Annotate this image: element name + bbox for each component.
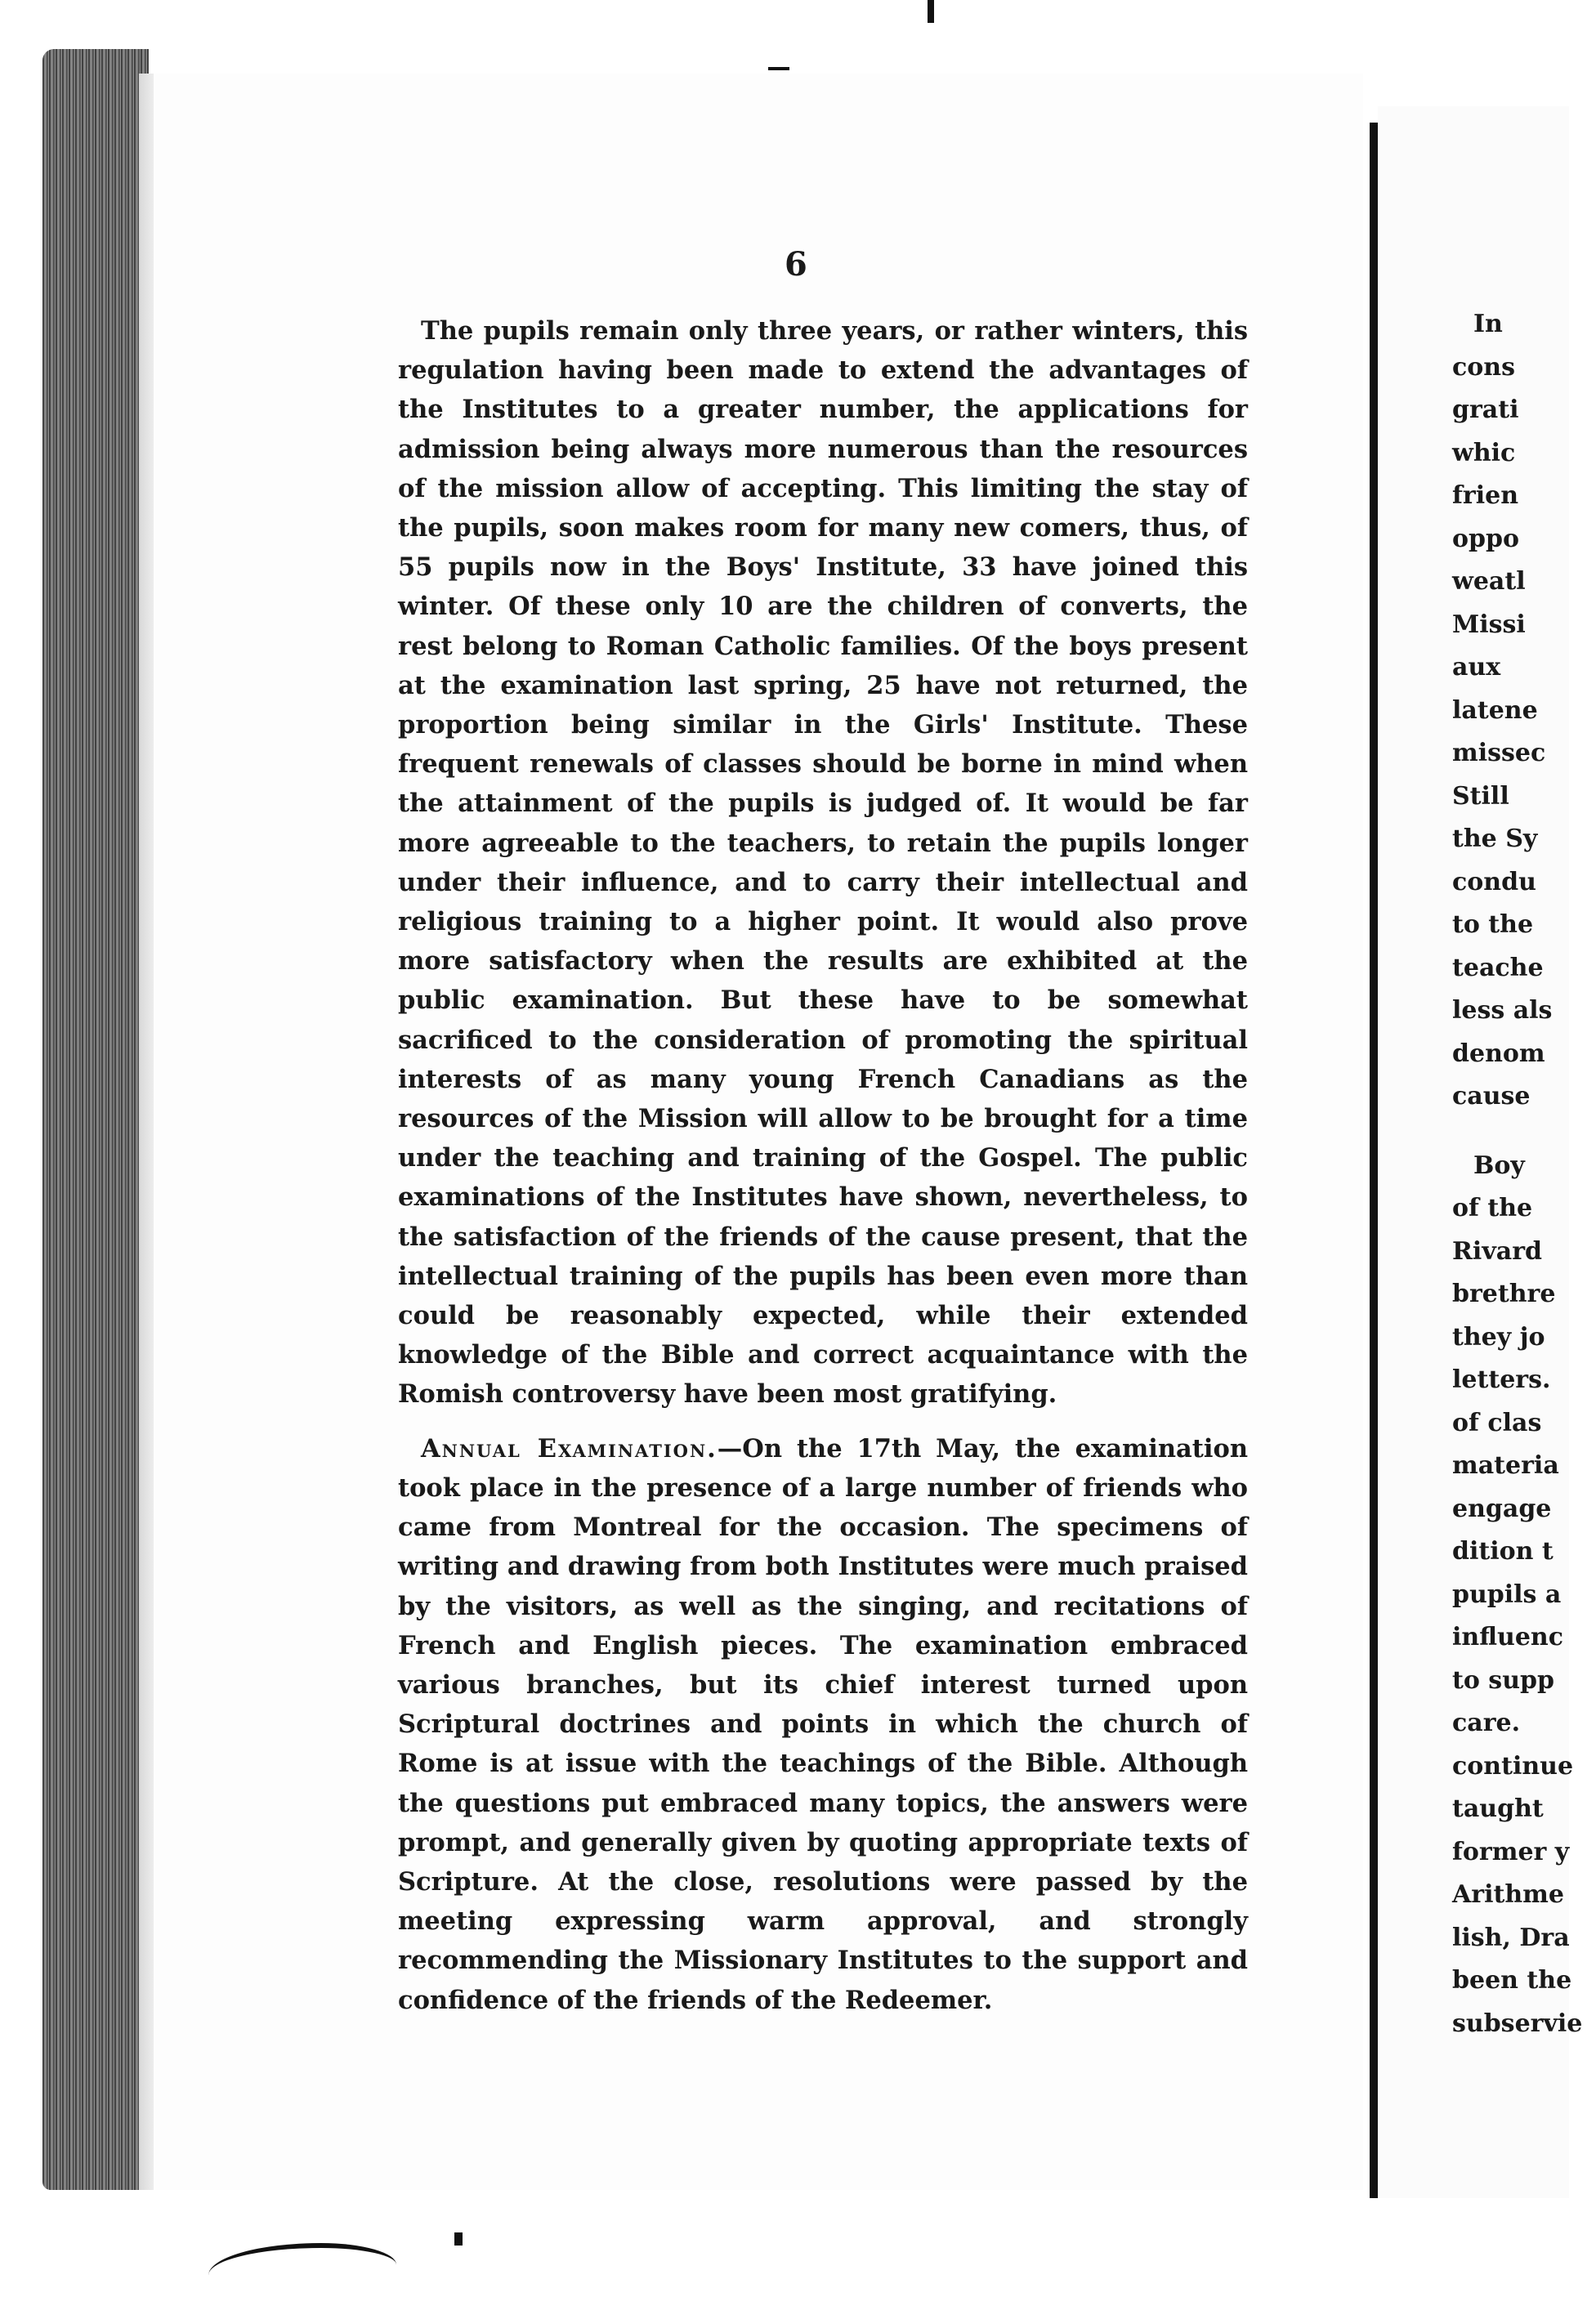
right-page-line: of the bbox=[1452, 1194, 1533, 1222]
page-body bbox=[398, 311, 1248, 2020]
right-page-line: of clas bbox=[1452, 1408, 1542, 1437]
right-page-line: been the bbox=[1452, 1966, 1572, 1995]
right-page-line: subservie bbox=[1452, 2009, 1583, 2038]
right-page-line: former y bbox=[1452, 1837, 1570, 1866]
right-page-line: dition t bbox=[1452, 1537, 1554, 1566]
right-page-line: In bbox=[1473, 310, 1503, 338]
right-page-line: Arithme bbox=[1452, 1880, 1564, 1909]
right-page-line: latene bbox=[1452, 695, 1538, 725]
right-page-line: denom bbox=[1452, 1039, 1545, 1068]
page-number: 6 bbox=[785, 245, 807, 284]
right-page-line: they jo bbox=[1452, 1322, 1545, 1352]
right-page-line: the Sy bbox=[1452, 825, 1538, 853]
scan-mark bbox=[454, 2232, 463, 2246]
scan-mark bbox=[208, 2243, 396, 2297]
book-page-stack bbox=[42, 49, 149, 2190]
scan-mark bbox=[768, 67, 789, 70]
paragraph-pupils: The pupils remain only three years, or rather winters, this regulation having been made to extend the advantages of the Institutes to a greater number, the applications for admission being always more numerous than the resources of the mission allow of accepting. This limiting the stay of the pupils, soon makes room for many new comers, thus, of 55 pupils now in the Boys' Institute, 33 have joined this winter. Of these only 10 are the children of converts, the rest belong to Roman Catholic families. Of the boys present at the examination last spring, 25 have not returned, the proportion being similar in the Girls' Institute. These frequent renewals of classes should be borne in mind when the attainment of the pupils is judged of. It would be far more agreeable to the teachers, to retain the pupils longer under their influence, and to carry their intellectual and religious training to a higher point. It would also prove more satisfactory when the results are exhibited at the public examination. But these have to be somewhat sacrificed to the consideration of promoting the spiritual interests of as many young French Canadians as the resources of the Mission will allow to be brought for a time under the teaching and training of the Gospel. The public examinations of the Institutes have shown, nevertheless, to the satisfaction of the friends of the cause present, that the intellectual training of the pupils has been even more than could be reasonably expected, while their extended knowledge of the Bible and correct acquaintance with the Romish controversy have been most gratifying. bbox=[398, 316, 1248, 1410]
right-page-line: less als bbox=[1452, 996, 1553, 1025]
right-page-line: whic bbox=[1452, 438, 1516, 467]
right-page-line: influenc bbox=[1452, 1623, 1563, 1651]
scan-mark bbox=[928, 0, 934, 23]
right-page-line: condu bbox=[1452, 867, 1536, 896]
right-page-line: weatl bbox=[1452, 567, 1526, 596]
right-page-line: cons bbox=[1452, 352, 1515, 382]
right-page-line: grati bbox=[1452, 395, 1519, 424]
scan-background bbox=[0, 0, 49, 2295]
right-page-line: frien bbox=[1452, 481, 1519, 510]
right-page-line: to supp bbox=[1452, 1665, 1554, 1695]
right-page-line: letters. bbox=[1452, 1365, 1551, 1394]
right-page-line: pupils a bbox=[1452, 1580, 1562, 1609]
right-page-line: Still bbox=[1452, 781, 1509, 811]
right-page-line: taught bbox=[1452, 1794, 1544, 1823]
right-page-line: lish, Dra bbox=[1452, 1923, 1570, 1952]
page-gutter bbox=[1370, 123, 1378, 2198]
right-page-line: Missi bbox=[1452, 610, 1526, 639]
right-page-line: teache bbox=[1452, 953, 1544, 982]
right-page-line: oppo bbox=[1452, 524, 1519, 553]
right-page-line: Rivard bbox=[1452, 1236, 1542, 1266]
right-page-line: care. bbox=[1452, 1709, 1521, 1737]
paragraph-annual-examination-body: —On the 17th May, the examination took place in the presence of a large number of friends who came from Montreal for the occasion. The specimens of writing and drawing from both Institutes were much praised by the visitors, as well as the singing, and recitations of French and English pieces. The examination embraced various branches, but its chief interest turned upon Scriptural doctrines and points in which the church of Rome is at issue with the teachings of the Bible. Although the questions put embraced many topics, the answers were prompt, and generally given by quoting appropriate texts of Scripture. At the close, resolutions were passed by the meeting expressing warm approval, and strongly recommending the Missionary Institutes to the support and confidence of the friends of the Redeemer. bbox=[398, 1433, 1248, 2015]
right-page-line: Boy bbox=[1473, 1151, 1525, 1180]
paragraph-annual-examination bbox=[398, 1429, 1248, 2020]
right-page-line: missec bbox=[1452, 739, 1546, 767]
section-heading: Annual Examination. bbox=[421, 1433, 718, 1464]
right-page-line: engage bbox=[1452, 1494, 1552, 1523]
right-page-line: brethre bbox=[1452, 1280, 1556, 1308]
right-page-line: aux bbox=[1452, 653, 1501, 682]
right-page-line: to the bbox=[1452, 910, 1534, 939]
right-page-line: cause bbox=[1452, 1082, 1531, 1111]
right-page-line: materia bbox=[1452, 1451, 1559, 1480]
right-page-line: continue bbox=[1452, 1751, 1574, 1781]
